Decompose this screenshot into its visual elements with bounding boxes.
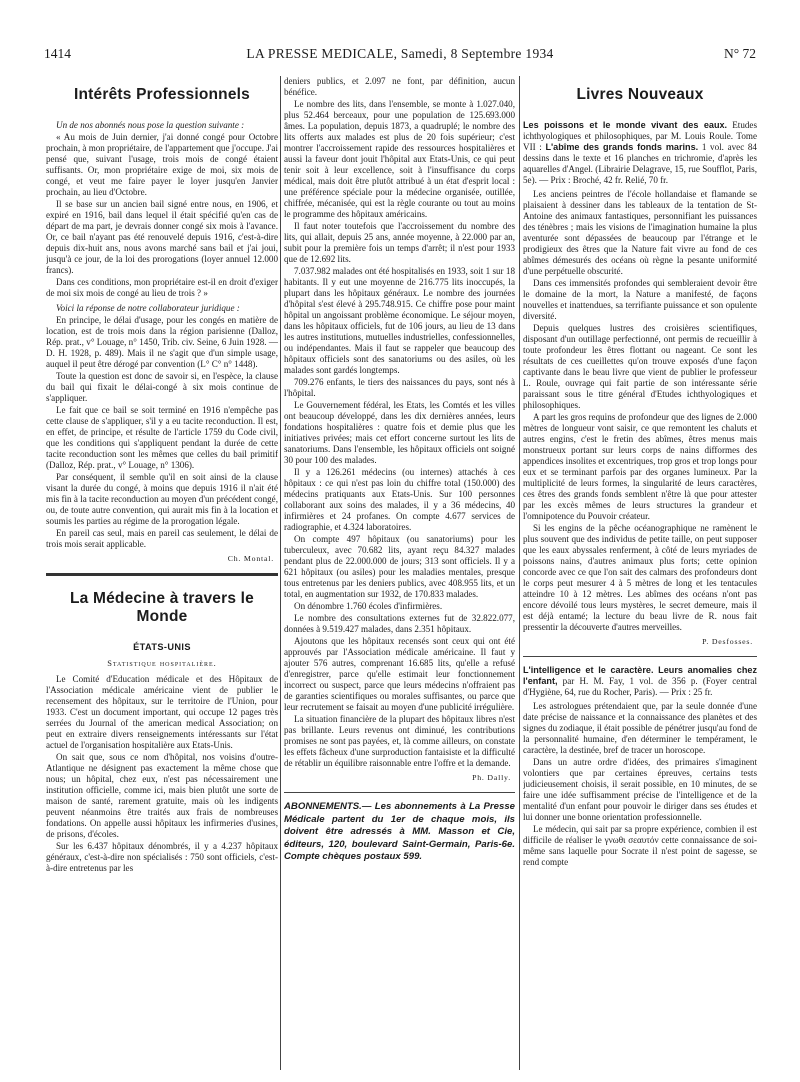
reply-paragraph: Par conséquent, il semble qu'il en soit ainsi de la clause visant la durée du congé, à moins que depuis 1916 il n'ait été mis fin à la tacite reconduction au moyen d'un précédent congé, ou, de toute autre convention, qui aurait mis fin à la location et soumis les parties au régime de la prorogation légale. — [46, 472, 278, 526]
review-paragraph: Depuis quelques lustres des croisières scientifiques, disposant d'un outillage perfectionné, ont permis de recueillir à toute profondeur les êtres flottant ou nageant. Ce sont les résultats de ces cueillettes qu'on trouve exposés d'une façon captivante dans le beau livre que vient de publier le professeur L. Roule, ouvrage qui fait partie de son intéressante série paraissant sous le titre général d'Etudes ichthyologiques et philosophiques. — [523, 323, 757, 410]
issue-number: N° 72 — [723, 46, 756, 61]
report-paragraph: Le Gouvernement fédéral, les Etats, les Comtés et les villes ont beaucoup développé, dans les dix dernières années, leurs fondations hospitalières : quatre fois et demie plus que les initiatives privées; mais cet effort concerne surtout les lits de sanatoriums. Dans l'ensemble, les hôpitaux officiels ont soigné 30 pour 100 des malades. — [284, 400, 515, 465]
review-paragraph: Les anciens peintres de l'école hollandaise et flamande se plaisaient à dessiner dans les tableaux de la tentation de St-Antoine des animaux fantastiques, personnifiant les puissances des ténèbres ; mais les visions de l'imagination humaine la plus aventurée sont dépassées de beaucoup par l'étrange et le prodigieux des êtres que la Nature fait vivre au fond de ces abîmes démesurés des océans où règne la pesante uniformité d'une perpétuelle obscurité. — [523, 189, 757, 276]
question-intro: Un de nos abonnés nous pose la question suivante : — [56, 120, 245, 130]
book-title: L'intelligence et le caractère. Leurs anomalies chez l'enfant, — [523, 665, 757, 686]
report-paragraph: La situation financière de la plupart des hôpitaux libres n'est pas brillante. Leurs revenus ont diminué, les contributions promises ne sont pas payées, et, là comme ailleurs, on constate les effets fâcheux d'une surproduction fantaisiste et la difficulté de rétablir un équilibre raisonnable entre l'offre et la demande. — [284, 714, 515, 768]
reply-paragraph: En pareil cas seul, mais en pareil cas seulement, le délai de trois mois serait applicable. — [46, 528, 278, 549]
column-right — [523, 76, 757, 1076]
column-rule — [519, 76, 520, 1070]
report-paragraph: On compte 497 hôpitaux (ou sanatoriums) pour les tuberculeux, avec 70.682 lits, ayant reçu 84.327 malades pendant plus de 22.000.000 de jours; 313 sont officiels. Il y a 621 hôpitaux (ou asiles) pour les maladies mentales, presque tous entretenus par les deniers publics, avec 408.955 lits, et un total, en augmentation sur 1932, de 170.833 malades. — [284, 534, 515, 599]
signature-montal: Ch. Montal. — [227, 554, 274, 563]
book-meta: par H. M. Fay, 1 vol. de 356 p. (Foyer central d'Hygiène, 64, rue du Rocher, Paris). — Prix : 25 fr. — [523, 676, 757, 697]
report-paragraph: Ajoutons que les hôpitaux recensés sont ceux qui ont été approuvés par l'Association médicale américaine. Il faut y ajouter 576 autres, comprenant 16.685 lits, qu'elle a refusé d'enregistrer, parce qu'elle estimait leur fonctionnement incorrect ou suspect, parce que leurs médecins n'offraient pas de garanties scientifiques ou morales suffisantes, ou parce que leur recrutement se faisait au moyen d'une publicité irrégulière. — [284, 636, 515, 712]
column-left — [46, 76, 278, 1076]
book-title: Les poissons et le monde vivant des eaux. — [523, 120, 728, 130]
report-paragraph: Il y a 126.261 médecins (ou internes) attachés à ces hôpitaux : ce qui n'est pas loin du chiffre total (150.000) des médecins pratiquants aux Etats-Unis. Sur 100 personnes collaborant aux soins des malades, il y a 36 médecins, 40 infirmières et 24 profanes. On compte 4.677 services de radiographie, et 4.324 laboratoires. — [284, 467, 515, 532]
reply-intro: Voici la réponse de notre collaborateur juridique : — [56, 303, 240, 313]
letter-paragraph: Il se base sur un ancien bail signé entre nous, en 1906, et expiré en 1916, bail dans lequel il était spécifié qu'en cas de départ de ma part, je devrais donner congé six mois à l'avance. Or, ce bail n'ayant pas été renouvelé depuis 1916, c'est-à-dire depuis dix-huit ans, nous avons marché sans bail et j'ai joui, jusqu'à ce jour, de la loi des prorogations (loyer annuel 12.000 francs). — [46, 199, 278, 275]
reply-paragraph: En principe, le délai d'usage, pour les congés en matière de location, est de trois mois dans la région parisienne (Dalloz, Rép. prat., v° Louage, n° 1450, Trib. civ. Seine, 6 Juin 1928. — D. H. 1928, p. 489). Mais il ne s'agit que d'un simple usage, auquel il peut être dérogé par convention (L° C° n° 1448). — [46, 315, 278, 369]
section-title-medecine: La Médecine à travers le Monde — [69, 590, 254, 625]
review-paragraph: A part les gros requins de profondeur que des lignes de 2.000 mètres de longueur vont saisir, ce que remontent les chaluts et autres engins, c'est le fretin des abîmes, êtres menus mais monstrueux portant sur leurs corps de nains difformes des appendices insolites et excentriques, trop gros et trop longs pour eux et se terminant parfois par des organes lumineux. Par la multiplicité de leurs formes, la singularité de leurs caractères, ces êtres des grands fonds semblent n'être là que pour attester par les excès mêmes de leurs structures la grandeur et l'omnipotence du Pouvoir créateur. — [523, 412, 757, 521]
section-divider — [523, 656, 757, 657]
report-subheading: Statistique hospitalière. — [107, 659, 217, 668]
book-subtitle: L'abîme des grands fonds marins. — [545, 142, 699, 152]
book-meta: Etudes ichthyologiques et philosophiques, par M. Louis Roule. Tome VII : — [523, 120, 757, 152]
report-paragraph: Le nombre des consultations externes fut de 32.822.077, données à 9.519.427 malades, dans 2.351 hôpitaux. — [284, 613, 515, 634]
signature-dally: Ph. Dally. — [472, 773, 511, 782]
section-title-livres: Livres Nouveaux — [576, 86, 704, 103]
column-middle — [284, 76, 515, 1076]
reply-paragraph: Toute la question est donc de savoir si, en l'espèce, la clause du bail qui fixait le délai-congé à six mois continue de s'appliquer. — [46, 371, 278, 403]
report-paragraph: On dénombre 1.760 écoles d'infirmières. — [294, 601, 443, 611]
review-paragraph: Si les engins de la pêche océanographique ne ramènent le plus souvent que des individus de petite taille, on peut supposer que les eaux abyssales renferment, à côté de leurs myriades de poissons nains, d'autres animaux plus forts; cette opinion concorde avec ce que l'on sait des calmars des profondeurs dont le corps peut mesurer 4 à 5 mètres de long et les tentacules atteindre 10 à 12 mètres. Les abîmes des océans n'ont pas encore dévoilé tous leurs mystères, le secret demeure, mais il est déjà entamé; la lecture du beau livre de R. nous fait pressentir la découverte d'autres merveilles. — [523, 523, 757, 632]
masthead: LA PRESSE MEDICALE, Samedi, 8 Septembre 1934 — [246, 46, 554, 61]
country-heading: ÉTATS-UNIS — [133, 642, 191, 652]
review-paragraph: Dans un autre ordre d'idées, des primaires s'imaginent volontiers que par certaines épreuves, certains tests judicieusement choisis, il serait possible, en 10 minutes, de se faire une idée suffisamment précise de l'intelligence et de la mentalité d'un enfant pour pouvoir le diriger dans ses études et lui donner une bonne orientation professionnelle. — [523, 757, 757, 822]
section-title-interets: Intérêts Professionnels — [73, 86, 251, 103]
report-paragraph: Le nombre des lits, dans l'ensemble, se monte à 1.027.040, plus 52.464 berceaux, pour une population de 125.693.000 âmes. La population, depuis 1873, a quadruplé; le nombre des lits offerts aux malades est plus de 20 fois supérieur; c'est montrer l'accroissement rapide des ressources hospitalières et aussi la faveur dont jouit l'hôpital aux Etats-Unis, ce qui peut tenir soit à leur excellence, soit à l'insuffisance du corps médical, mais doit être plutôt attribué à un état d'esprit local : une préférence spéciale pour la médecine organisée, outillée, chiffrée, mécanisée, qui est la règle courante ou tout au moins le programme des hôpitaux américains. — [284, 99, 515, 219]
book-entry-poissons — [523, 120, 757, 186]
book-entry-intelligence — [523, 665, 757, 698]
book-meta: 1 vol. avec 84 dessins dans le texte et 16 planches en trichromie, d'après les aquarelles d'Angel. (Librairie Delagrave, 15, rue Soufflot, Paris, 5e). — Prix : Broché, 42 fr. Relié, 70 fr. — [523, 142, 757, 185]
reply-paragraph: Le fait que ce bail se soit terminé en 1916 n'empêche pas cette clause de s'appliquer, s'il y a eu tacite reconduction. Il est, en effet, de principe, et résulte de l'article 1759 du Code civil, que les conditions qui s'appliquent pendant la durée de cette tacite reconduction sont les mêmes que celles du bail primitif (Dalloz, Rép. prat., v° Louage, n° 1306). — [46, 405, 278, 470]
signature-desfosses: P. Desfosses. — [702, 637, 753, 646]
report-paragraph: deniers publics, et 2.097 ne font, par définition, aucun bénéfice. — [284, 76, 515, 97]
column-rule — [280, 76, 281, 1070]
section-divider — [46, 573, 278, 576]
letter-paragraph: « Au mois de Juin dernier, j'ai donné congé pour Octobre prochain, à mon propriétaire, de l'appartement que j'occupe. J'ai pensé que, suivant l'usage, trois mois de congé étaient suffisants. Or, mon propriétaire exige de moi, six mois de congé, et veut me faire payer le loyer jusqu'en Janvier prochain, au lieu d'Octobre. — [46, 132, 278, 197]
report-paragraph: 7.037.982 malades ont été hospitalisés en 1933, soit 1 sur 18 habitants. Il y eut une moyenne de 216.775 lits inoccupés, la plupart dans les hôpitaux généraux. Le nombre des journées d'hôpital s'est élevé à 295.748.915. Ce chiffre pose pour maint hôpital un angoissant problème économique. Le séjour moyen, dans les hôpitaux officiels, fut de 106 jours, au lieu de 13 dans les autres institutions, mutuelles industrielles, confessionnelles, ou indépendantes. Mais il faut se rappeler que beaucoup des hôpitaux officiels sont des sanatoriums ou des asiles, où les malades sont gardés longtemps. — [284, 266, 515, 375]
letter-paragraph: Dans ces conditions, mon propriétaire est-il en droit d'exiger de moi six mois de congé au lieu de trois ? » — [46, 277, 278, 298]
report-paragraph: Sur les 6.437 hôpitaux dénombrés, il y a 4.237 hôpitaux généraux, c'est-à-dire non spécialisés : 750 sont officiels, c'est-à-dire entretenus par les — [46, 841, 278, 873]
page-header — [44, 46, 756, 64]
section-divider — [284, 792, 515, 793]
report-paragraph: Le Comité d'Education médicale et des Hôpitaux de l'Association médicale américaine vient de publier le recensement des hôpitaux, sur le territoire de l'Union, pour 1933. C'est un document important, qui occupe 12 pages très serrées du Journal of the american medical Association; on peut en extraire divers renseignements intéressants sur l'état actuel de l'organisation hospitalière aux Etats-Unis. — [46, 674, 278, 750]
report-paragraph: 709.276 enfants, le tiers des naissances du pays, sont nés à l'hôpital. — [284, 377, 515, 398]
report-paragraph: Il faut noter toutefois que l'accroissement du nombre des lits, qui allait, depuis 25 ans, année moyenne, à 22.000 par an, subit pour la première fois un temps d'arrêt; il n'est pour 1933 que de 12.692 lits. — [284, 221, 515, 264]
page-number: 1414 — [44, 46, 71, 61]
review-paragraph: Le médecin, qui sait par sa propre expérience, combien il est difficile de réaliser le γνωθι σεαυτόν cette connaissance de soi-même sans laquelle pour Socrate il n'est point de sagesse, se rend compte — [523, 824, 757, 867]
subscription-notice: ABONNEMENTS.— Les abonnements à La Presse Médicale partent du 1er de chaque mois, ils doivent être adressés à MM. Masson et Cie, éditeurs, 120, boulevard Saint-Germain, Paris-6e. Compte chèques postaux 599. — [284, 801, 515, 862]
review-paragraph: Les astrologues prétendaient que, par la seule donnée d'une date précise de naissance et la connaissance des planètes et des signes du zodiaque, il était possible de pénétrer jusqu'au fond de la personnalité humaine, d'en déterminer le tempérament, le caractère, la destinée, bref de tracer un horoscope. — [523, 701, 757, 755]
review-paragraph: Dans ces immensités profondes qui sembleraient devoir être le domaine de la mort, la Nature a manifesté, de façons nouvelles et inattendues, sa terrifiante puissance et son opulente diversité. — [523, 278, 757, 321]
report-paragraph: On sait que, sous ce nom d'hôpital, nos voisins d'outre-Atlantique ne désignent pas exactement la même chose que nous; un hôpital, chez eux, n'est pas nécessairement une institution officielle, comme ici, mais bien plutôt une sorte de maison de santé, rarement gratuite, mais où les indigents peuvent néanmoins être traités aux frais de nombreuses fondations. On appelle aussi hôpitaux les infirmeries d'usines, de prisons, d'écoles. — [46, 752, 278, 839]
